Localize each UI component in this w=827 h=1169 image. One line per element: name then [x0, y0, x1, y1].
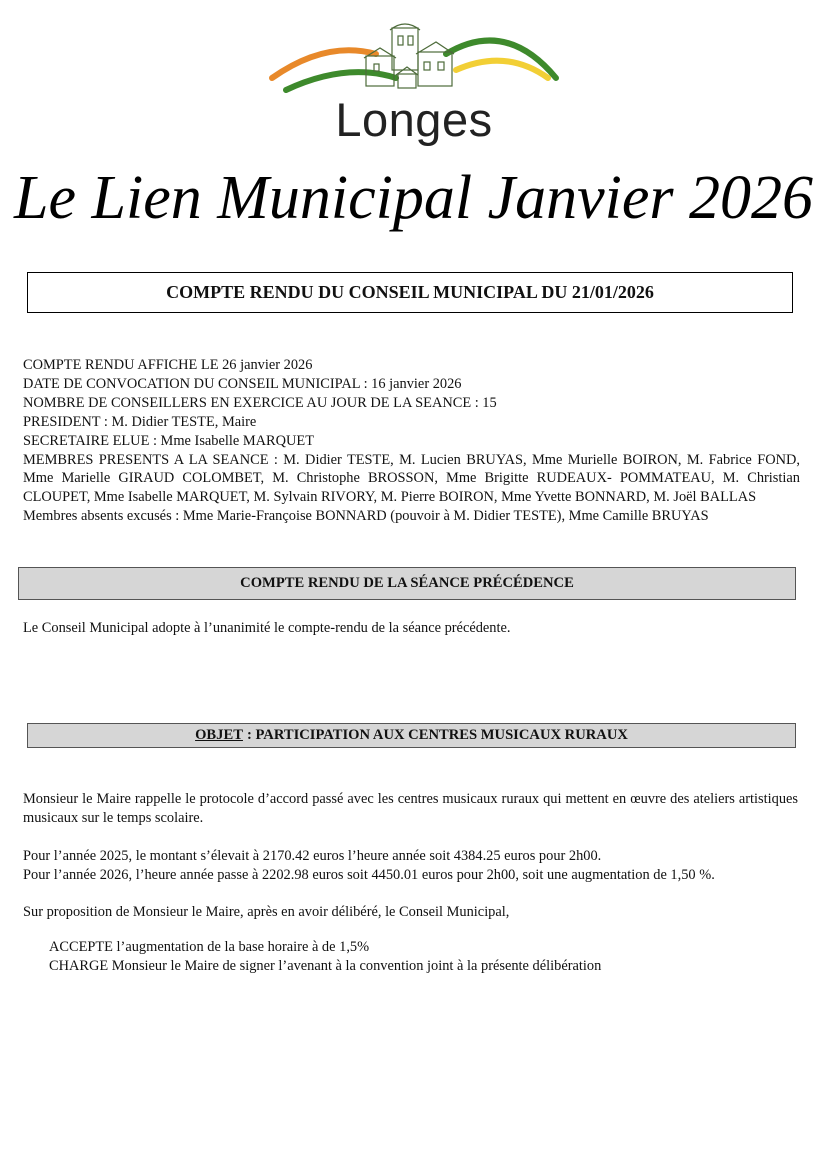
posted-date: COMPTE RENDU AFFICHE LE 26 janvier 2026 — [23, 357, 313, 373]
longes-logo — [266, 18, 562, 148]
amount-paragraph — [23, 847, 798, 885]
protocol-paragraph: Monsieur le Maire rappelle le protocole d’accord passé avec les centres musicaux ruraux qui mettent en œuvre des ateliers artistiques musicaux sur le temps scolaire. — [23, 791, 798, 826]
previous-minutes-text: Le Conseil Municipal adopte à l’unanimité le compte-rendu de la séance précédente. — [23, 620, 511, 636]
logo-wordmark: Longes — [335, 93, 493, 146]
object-label: OBJET — [195, 727, 243, 743]
amount-2026: Pour l’année 2026, l’heure année passe à 2202.98 euros soit 4450.01 euros pour 2h00, soit une augmentation de 1,50 %. — [23, 867, 715, 883]
object-title: : PARTICIPATION AUX CENTRES MUSICAUX RURAUX — [246, 727, 628, 743]
report-header-box: COMPTE RENDU DU CONSEIL MUNICIPAL DU 21/01/2026 — [27, 272, 793, 313]
convocation-date: DATE DE CONVOCATION DU CONSEIL MUNICIPAL : 16 janvier 2026 — [23, 375, 462, 392]
secretary: SECRETAIRE ELUE : Mme Isabelle MARQUET — [23, 432, 315, 449]
meeting-info — [23, 356, 800, 526]
decisions — [49, 938, 798, 976]
amount-2025: Pour l’année 2025, le montant s’élevait à 2170.42 euros l’heure année soit 4384.25 euros pour 2h00. — [23, 848, 602, 864]
present-members: MEMBRES PRESENTS A LA SEANCE : M. Didier TESTE, M. Lucien BRUYAS, Mme Murielle BOIRON, M. Fabrice FOND, Mme Marielle GIRAUD COLOMBET, M. Christophe BROSSON, Mme Brigitte RUDEAUX- POMMATEAU, M. Christian CLOUPET, Mme Isabelle MARQUET, M. Sylvain RIVORY, M. Pierre BOIRON, Mme Yvette BONNARD, M. Joël BALLAS — [23, 451, 800, 506]
page-title: Le Lien Municipal Janvier 2026 — [14, 164, 813, 232]
section-heading-music-centres — [27, 723, 796, 748]
absent-members: Membres absents excusés : Mme Marie-Françoise BONNARD (pouvoir à M. Didier TESTE), Mme Camille BRUYAS — [23, 508, 709, 525]
section-heading-previous-minutes: COMPTE RENDU DE LA SÉANCE PRÉCÉDENCE — [18, 567, 796, 600]
decision-charge: CHARGE Monsieur le Maire de signer l’avenant à la convention joint à la présente délibération — [49, 958, 602, 974]
councillor-count: NOMBRE DE CONSEILLERS EN EXERCICE AU JOUR DE LA SEANCE : 15 — [23, 394, 497, 411]
proposal-paragraph: Sur proposition de Monsieur le Maire, après en avoir délibéré, le Conseil Municipal, — [23, 904, 510, 920]
decision-accept: ACCEPTE l’augmentation de la base horaire à de 1,5% — [49, 939, 370, 955]
president: PRESIDENT : M. Didier TESTE, Maire — [23, 413, 257, 430]
